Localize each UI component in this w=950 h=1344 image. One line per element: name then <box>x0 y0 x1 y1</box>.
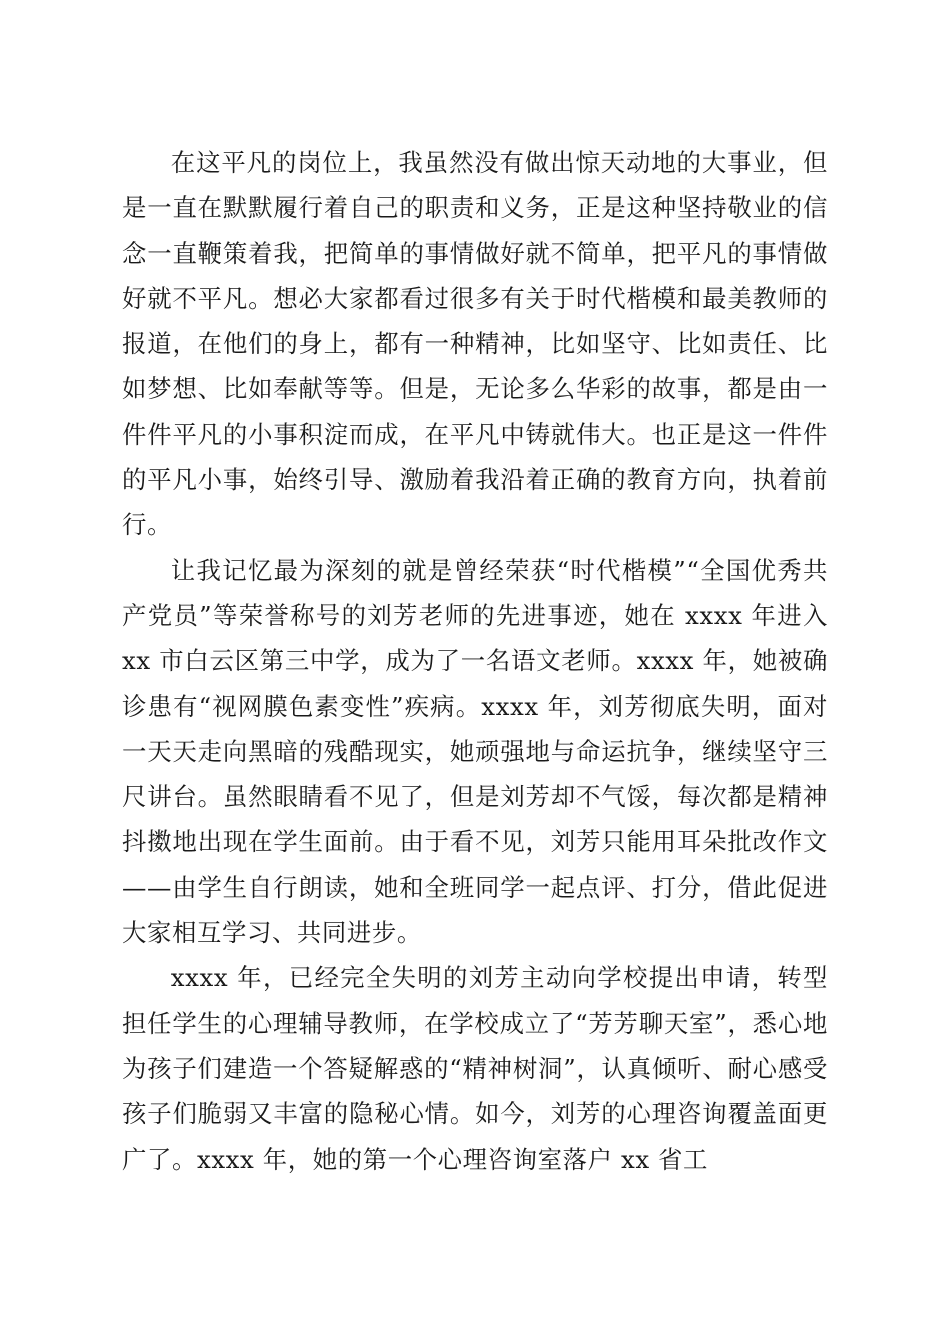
paragraph-3: xxxx 年，已经完全失明的刘芳主动向学校提出申请，转型担任学生的心理辅导教师，在学校成立了“芳芳聊天室”，悉心地为孩子们建造一个答疑解惑的“精神树洞”，认真倾听、耐心感受孩子们脆弱又丰富的隐秘心情。如今，刘芳的心理咨询覆盖面更广了。xxxx 年，她的第一个心理咨询室落户 xx 省工 <box>122 963 828 1174</box>
paragraph-1: 在这平凡的岗位上，我虽然没有做出惊天动地的大事业，但是一直在默默履行着自己的职责和义务，正是这种坚持敬业的信念一直鞭策着我，把简单的事情做好就不简单，把平凡的事情做好就不平凡。想必大家都看过很多有关于时代楷模和最美教师的报道，在他们的身上，都有一种精神，比如坚守、比如责任、比如梦想、比如奉献等等。但是，无论多么华彩的故事，都是由一件件平凡的小事积淀而成，在平凡中铸就伟大。也正是这一件件的平凡小事，始终引导、激励着我沿着正确的教育方向，执着前行。 <box>122 148 828 540</box>
document-body <box>122 140 828 1182</box>
paragraph-2: 让我记忆最为深刻的就是曾经荣获“时代楷模”“全国优秀共产党员”等荣誉称号的刘芳老师的先进事迹，她在 xxxx 年进入 xx 市白云区第三中学，成为了一名语文老师。xxxx 年，她被确诊患有“视网膜色素变性”疾病。xxxx 年，刘芳彻底失明，面对一天天走向黑暗的残酷现实，她顽强地与命运抗争，继续坚守三尺讲台。虽然眼睛看不见了，但是刘芳却不气馁，每次都是精神抖擞地出现在学生面前。由于看不见，刘芳只能用耳朵批改作文——由学生自行朗读，她和全班同学一起点评、打分，借此促进大家相互学习、共同进步。 <box>122 555 828 948</box>
